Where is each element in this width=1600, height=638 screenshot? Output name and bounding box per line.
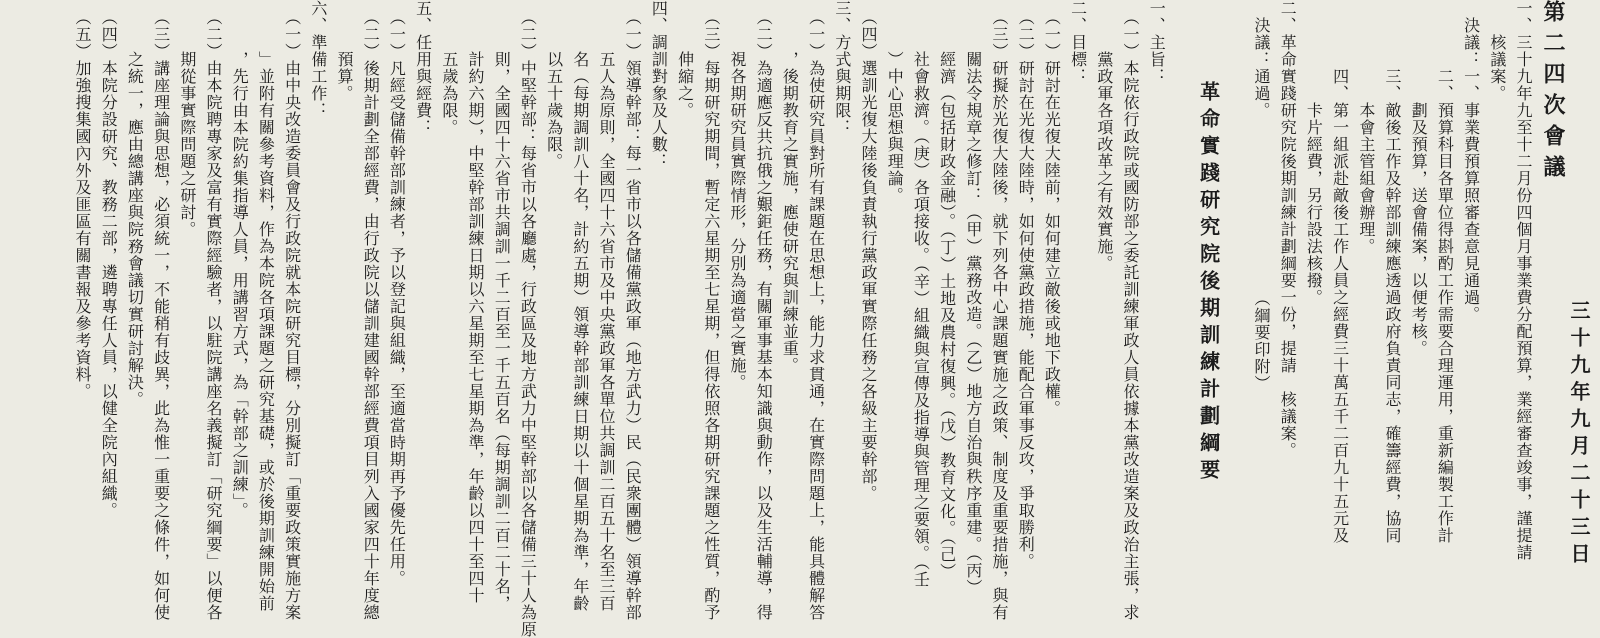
text-column: 卡片經費，另行設法核撥。 [1304,0,1324,306]
text-column: （一）研討在光復大陸前，如何建立敵後或地下政權。 [1042,0,1062,417]
text-column: 五人為原則，全國四十六省市及中央黨政軍各單位共調訓二百五十名至三百 [597,0,616,612]
text-column: 四、調訓對象及人數： [649,0,669,170]
text-column: 」並附有關參考資料，作為本院各項課題之研究基礎，或於後期訓練開始前 [256,0,276,612]
text-column: （二）後期計劃全部經費，由行政院以儲訓建國幹部經費項目列入國家四十年度總 [361,0,381,621]
text-column: ）中心思想與理論。 [885,0,905,204]
text-column: （五）加強搜集國內外及匪區有關書報及參考資料。 [73,0,92,400]
text-column: 二、革命實踐研究院後期訓練計劃綱要一份，提請 核議案。 [1278,0,1298,459]
text-column: （三）研擬於光復大陸後，就下列各中心課題實施之政策、制度及重要措施，與有 [990,0,1009,621]
text-column: （二）為適應反共抗俄之艱鉅任務，有關軍事基本知識與動作，以及生活輔導，得 [754,0,774,621]
text-column: （二）中堅幹部：每省市以各廳處，行政區及地方武力中堅幹部以各儲備三十人為原 [518,0,538,638]
text-column: 二、目標： [1068,0,1088,85]
text-column: 三、方式與期限： [832,0,852,136]
text-column: 決議：一、事業費預算照審查意見通過。 [1461,0,1481,323]
outline-title: 革命實踐研究院後期訓練計劃綱要 [1196,0,1221,486]
text-column: 之統一，應由總講座與院務會議切實研討解決。 [125,0,145,408]
meeting-date: 三十九年九月二十三日 [1567,300,1591,570]
text-column [1224,0,1246,622]
text-column: 伸縮之。 [675,0,695,119]
text-column: （一）領導幹部：每一省市以各儲備黨政軍（地方武力）民（民衆團體）領導幹部 [623,0,643,621]
text-column: 三、敵後工作及幹部訓練應透過政府負責同志，確籌經費，協同 [1383,0,1402,544]
text-column: ，後期教育之實施，應使研究與訓練並重。 [780,0,800,374]
text-column: 五歲為限。 [439,0,459,136]
text-column: （一）凡經受儲備幹部訓練者，予以登記與組織，至適當時期再予優先任用。 [387,0,407,587]
text-column: 一、主旨： [1147,0,1167,85]
text-column: 名（每期調訓八十名，計約五期）領導幹部訓練日期以十個星期為準，年齡 [570,0,590,612]
text-column: （一）為使研究員對所有課題在思想上，能力求貫通，在實際問題上，能具體解答 [806,0,826,621]
text-column: 視各期研究員實際情形，分別為適當之實施。 [728,0,747,391]
text-column: 決議：通過。 （綱要印附） [1252,0,1271,392]
text-column: 關法令規章之修訂：（甲）黨務改造。（乙）地方自治與秩序重建。（丙） [963,0,983,596]
meeting-title: 第二四次會議 [1540,0,1566,186]
text-column: 黨政軍各項改革之有效實施。 [1094,0,1114,272]
text-column: （三）講座理論與思想，必須統一，不能稍有歧異，此為惟一重要之條件，如何使 [151,0,171,621]
text-column: （一）由中央改造委員會及行政院就本院研究目標，分別擬訂「重要政策實施方案 [282,0,302,621]
text-column: 以五十歲為限。 [544,0,564,170]
text-column: 核議案。 [1487,0,1507,102]
text-column: 四、第一組派赴敵後工作人員之經費三十萬五千二百九十五元及 [1330,0,1350,544]
text-column: （一）本院依行政院或國防部之委託訓練軍政人員依據本黨改造案及政治主張，求 [1121,0,1140,621]
text-column [1171,0,1193,622]
text-column: ，先行由本院約集指導人員，用講習方式，為「幹部之訓練」。 [230,0,250,519]
text-column: （四）本院分設研究、教務二部，遴聘專任人員，以健全院內組織。 [99,0,119,519]
text-column: （三）每期研究期間，暫定六星期至七星期，但得依照各期研究課題之性質，酌予 [701,0,721,621]
text-column: 劃及預算，送會備案，以便考核。 [1409,0,1429,357]
text-column: 社會救濟。（庚）各項接收。（辛）組織與宣傳及指導與管理之要領。（壬 [911,0,931,588]
text-column: 預算。 [335,0,354,102]
text-column: 經濟（包括財政金融）。（丁）土地及農村復興。（戊）教育文化。（己） [937,0,957,580]
text-column: 本會主管組會辦理。 [1356,0,1376,255]
text-column: （二）由本院聘專家及富有實際經驗者，以駐院講座名義擬訂「研究綱要」以便各 [204,0,223,621]
text-column: 計約六期），中堅幹部訓練日期以六星期至七星期為準，年齡以四十至四十 [466,0,485,604]
text-column: （四）選訓光復大陸後負責執行黨政軍實際任務之各級主要幹部。 [859,0,878,502]
text-column: （二）研討在光復大陸時，如何使黨政措施，能配合軍事反攻，爭取勝利。 [1016,0,1036,570]
text-column: 則，全國四十六省市共調訓一千二百至一千五百名（每期調訓二百二十名， [492,0,512,612]
text-column: 一、三十九年九至十二月份四個月事業費分配預算，業經審查竣事，謹提請 [1514,0,1533,561]
text-column: 五、任用與經費： [413,0,433,136]
text-column: 二、預算科目各單位得斟酌工作需要合理運用，重新編製工作計 [1435,0,1455,544]
text-column: 期從事實際問題之研討。 [177,0,197,238]
text-column: 六、準備工作： [308,0,328,119]
